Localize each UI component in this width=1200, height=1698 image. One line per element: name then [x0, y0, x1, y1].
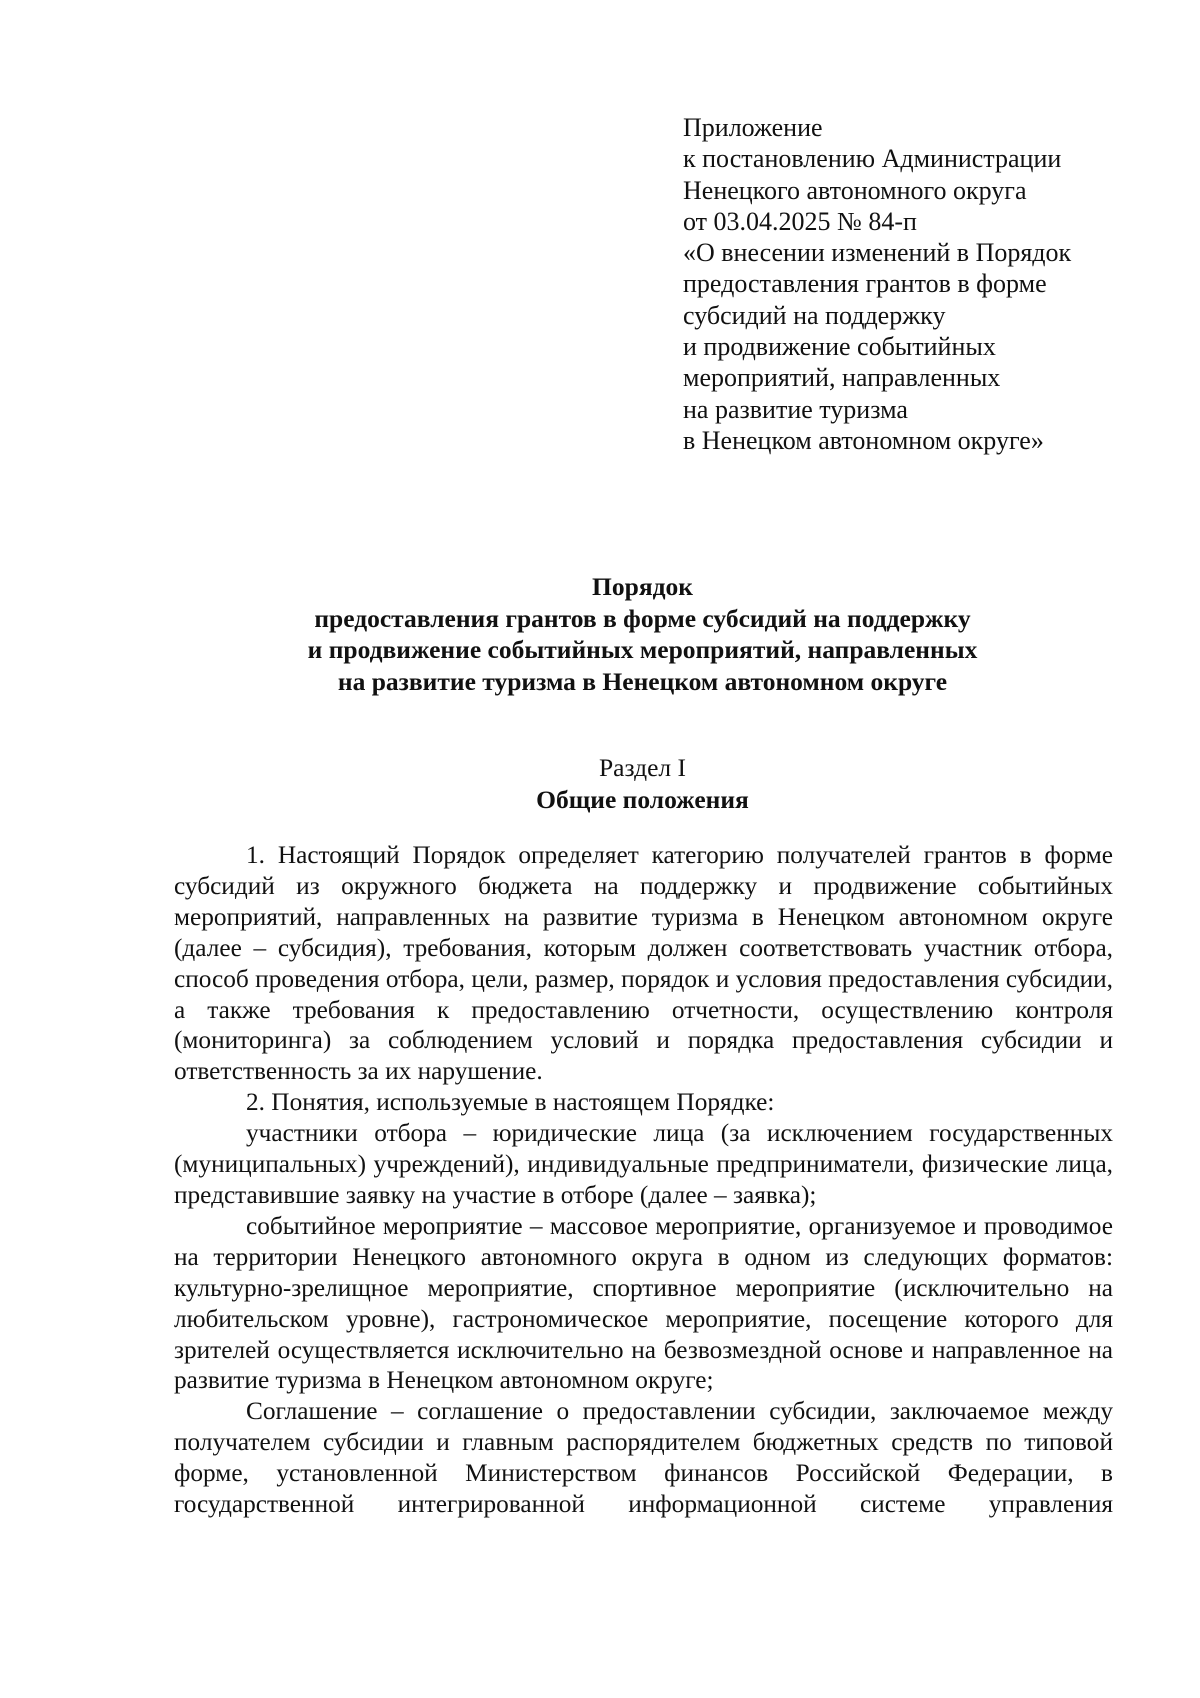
appendix-block: [683, 112, 1143, 456]
section-number: Раздел I: [599, 753, 686, 782]
title-line: предоставления грантов в форме субсидий на поддержку: [314, 603, 971, 633]
appendix-line: субсидий на поддержку: [683, 300, 946, 330]
appendix-date-number: от 03.04.2025 № 84-п: [683, 206, 917, 236]
title-line: и продвижение событийных мероприятий, направленных: [307, 635, 978, 664]
paragraph: 2. Понятия, используемые в настоящем Порядке:: [246, 1088, 775, 1117]
appendix-line: мероприятий, направленных: [683, 363, 1001, 393]
appendix-line: на развитие туризма: [683, 394, 908, 424]
document-body: [174, 840, 1113, 1520]
title-line: Порядок: [592, 572, 693, 601]
appendix-line: «О внесении изменений в Порядок: [683, 238, 1072, 268]
section-header: [120, 752, 1165, 815]
document-title: [120, 571, 1165, 697]
appendix-line: и продвижение событийных: [683, 332, 996, 362]
paragraph: участники отбора – юридические лица (за исключением государственных (муниципальных) учреждений), индивидуальные предприниматели, физические лица, представившие заявку на участие в отборе (далее – заявка);: [174, 1119, 1113, 1209]
section-heading: Общие положения: [536, 784, 749, 814]
paragraph: событийное мероприятие – массовое мероприятие, организуемое и проводимое на территории Ненецкого автономного округа в одном из следующих форматов: культурно-зрелищное мероприятие, спортивное мероприятие (исключительно на любительском уровне), гастрономическое мероприятие, посещение которого для зрителей осуществляется исключительно на безвозмездной основе и направленное на развитие туризма в Ненецком автономном округе;: [174, 1211, 1113, 1395]
title-line: на развитие туризма в Ненецком автономном округе: [337, 666, 948, 696]
paragraph: 1. Настоящий Порядок определяет категорию получателей грантов в форме субсидий из окружного бюджета на поддержку и продвижение событийных мероприятий, направленных на развитие туризма в Ненецком автономном округе (далее – субсидия), требования, которым должен соответствовать участник отбора, способ проведения отбора, цели, размер, порядок и условия предоставления субсидии, а также требования к предоставлению отчетности, осуществлению контроля (мониторинга) за соблюдением условий и порядка предоставления субсидии и ответственность за их нарушение.: [174, 841, 1113, 1086]
appendix-line: Ненецкого автономного округа: [683, 175, 1027, 205]
appendix-line: к постановлению Администрации: [683, 144, 1062, 174]
appendix-line: в Ненецком автономном округе»: [683, 425, 1044, 455]
paragraph: Соглашение – соглашение о предоставлении субсидии, заключаемое между получателем субсидии и главным распорядителем бюджетных средств по типовой форме, установленной Министерством финансов Российской Федерации, в государственной интегрированной информационной системе управления: [174, 1397, 1113, 1519]
appendix-line: предоставления грантов в форме: [683, 269, 1047, 299]
appendix-label: Приложение: [683, 113, 823, 142]
